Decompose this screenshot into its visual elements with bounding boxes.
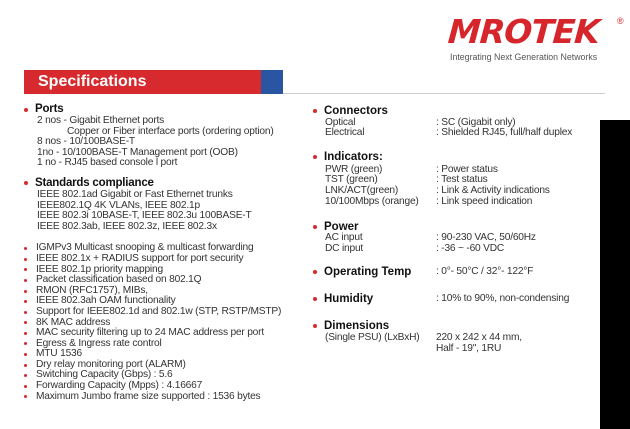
- feature-text: Support for IEEE802.1d and 802.1w (STP, RSTP/MSTP): [36, 305, 282, 317]
- bullet-icon: [24, 395, 27, 398]
- specifications-banner: [24, 70, 261, 94]
- bullet-icon: [24, 258, 27, 261]
- spec-line: 8 nos - 10/100BASE-T: [37, 136, 135, 148]
- spec-line: 2 nos - Gigabit Ethernet ports: [37, 115, 165, 126]
- section-connectors: [313, 105, 388, 117]
- bullet-icon: [24, 353, 27, 356]
- section-title: Standards compliance: [35, 176, 154, 189]
- spec-value: : 90-230 VAC, 50/60Hz: [436, 232, 536, 243]
- bullet-icon: [24, 247, 27, 250]
- feature-text: IEEE 802.3ah OAM functionality: [36, 295, 176, 307]
- spec-key: Optical: [325, 117, 356, 128]
- bullet-icon: [24, 374, 27, 377]
- feature-text: MTU 1536: [36, 348, 82, 360]
- feature-text: Forwarding Capacity (Mpps) : 4.16667: [36, 380, 203, 392]
- section-title: Power: [324, 221, 359, 233]
- section-indicators: [313, 151, 383, 163]
- list-item: [24, 254, 304, 265]
- section-title: Indicators:: [324, 151, 383, 163]
- bullet-icon: [24, 364, 27, 367]
- bullet-icon: [24, 385, 27, 388]
- spec-line: 1 no - RJ45 based console l port: [37, 157, 178, 169]
- spec-value: : 0°- 50°C / 32°- 122°F: [436, 266, 534, 277]
- bullet-icon: [313, 225, 317, 229]
- page-title: Specifications: [38, 73, 147, 90]
- feature-text: Maximum Jumbo frame size supported : 1536 bytes: [36, 390, 261, 402]
- spec-value: : Shielded RJ45, full/half duplex: [436, 127, 573, 138]
- feature-text: Switching Capacity (Gbps) : 5.6: [36, 369, 173, 381]
- banner-accent: [261, 70, 283, 94]
- section-dimensions: [313, 320, 389, 332]
- feature-text: MAC security filtering up to 24 MAC address per port: [36, 327, 264, 339]
- bullet-icon: [313, 270, 317, 274]
- spec-value: : Link speed indication: [436, 196, 533, 207]
- spec-key: TST (green): [325, 174, 378, 185]
- bullet-icon: [313, 109, 317, 113]
- bullet-icon: [24, 321, 27, 324]
- bullet-icon: [313, 297, 317, 301]
- feature-text: Egress & Ingress rate control: [36, 337, 162, 349]
- bullet-icon: [313, 155, 317, 159]
- spec-key: LNK/ACT(green): [325, 185, 399, 196]
- list-item: [24, 392, 304, 403]
- spec-value: 220 x 242 x 44 mm,: [436, 332, 522, 343]
- spec-value: : -36 ~ -60 VDC: [436, 243, 505, 254]
- section-humidity: [313, 293, 373, 305]
- section-title: Operating Temp: [324, 266, 412, 278]
- logo-wordmark: MROTEK: [446, 12, 601, 51]
- spec-key: AC input: [325, 232, 363, 243]
- bullet-icon: [24, 181, 28, 185]
- spec-key: Electrical: [325, 127, 365, 138]
- feature-text: Packet classification based on 802.1Q: [36, 274, 202, 286]
- section-title: Dimensions: [324, 320, 390, 332]
- page-edge-bar: [600, 120, 630, 429]
- bullet-icon: [313, 324, 317, 328]
- feature-text: Dry relay monitoring port (ALARM): [36, 358, 186, 370]
- spec-value: : Link & Activity indications: [436, 185, 550, 196]
- bullet-icon: [24, 290, 27, 293]
- section-title: Connectors: [324, 105, 388, 117]
- feature-text: 8K MAC address: [36, 316, 111, 328]
- section-operating-temp: [313, 266, 411, 278]
- spec-value: : 10% to 90%, non-condensing: [436, 293, 570, 304]
- left-column: [24, 103, 304, 402]
- logo-registered-mark: ®: [617, 16, 624, 26]
- bullet-icon: [24, 279, 27, 282]
- bullet-icon: [24, 268, 27, 271]
- spec-line: 1no - 10/100BASE-T Management port (OOB): [37, 146, 238, 158]
- spec-line: IEEE 802.1ad Gigabit or Fast Ethernet trunks: [37, 188, 233, 200]
- spec-line: IEEE 802.3ab, IEEE 802.3z, IEEE 802.3x: [37, 220, 217, 232]
- bullet-icon: [24, 311, 27, 314]
- bullet-icon: [24, 108, 28, 112]
- bullet-icon: [24, 332, 27, 335]
- mrotek-logo: [448, 14, 623, 66]
- spec-line: Copper or Fiber interface ports (ordering option): [67, 125, 274, 137]
- spec-value: : Test status: [436, 174, 488, 185]
- feature-text: IEEE 802.1x + RADIUS support for port security: [36, 252, 244, 264]
- logo-tagline: Integrating Next Generation Networks: [450, 52, 598, 62]
- spec-key: (Single PSU) (LxBxH): [325, 332, 420, 343]
- section-title: Humidity: [324, 293, 374, 305]
- bullet-icon: [24, 300, 27, 303]
- spec-key: 10/100Mbps (orange): [325, 196, 419, 207]
- bullet-icon: [24, 342, 27, 345]
- spec-line: IEEE 802.3i 10BASE-T, IEEE 802.3u 100BASE-T: [37, 210, 252, 222]
- feature-text: IGMPv3 Multicast snooping & multicast forwarding: [36, 242, 254, 254]
- spec-key: PWR (green): [325, 164, 383, 175]
- feature-text: IEEE 802.1p priority mapping: [36, 263, 163, 275]
- spec-value: : SC (Gigabit only): [436, 117, 516, 128]
- header-divider: [283, 93, 605, 94]
- feature-list: [24, 243, 304, 402]
- spec-line: IEEE802.1Q 4K VLANs, IEEE 802.1p: [37, 199, 200, 211]
- list-item: [24, 307, 304, 318]
- spec-value: : Power status: [436, 164, 498, 175]
- spec-key: DC input: [325, 243, 364, 254]
- section-title: Ports: [35, 103, 64, 115]
- feature-text: RMON (RFC1757), MIBs,: [36, 284, 148, 296]
- spec-value: Half - 19", 1RU: [436, 343, 502, 354]
